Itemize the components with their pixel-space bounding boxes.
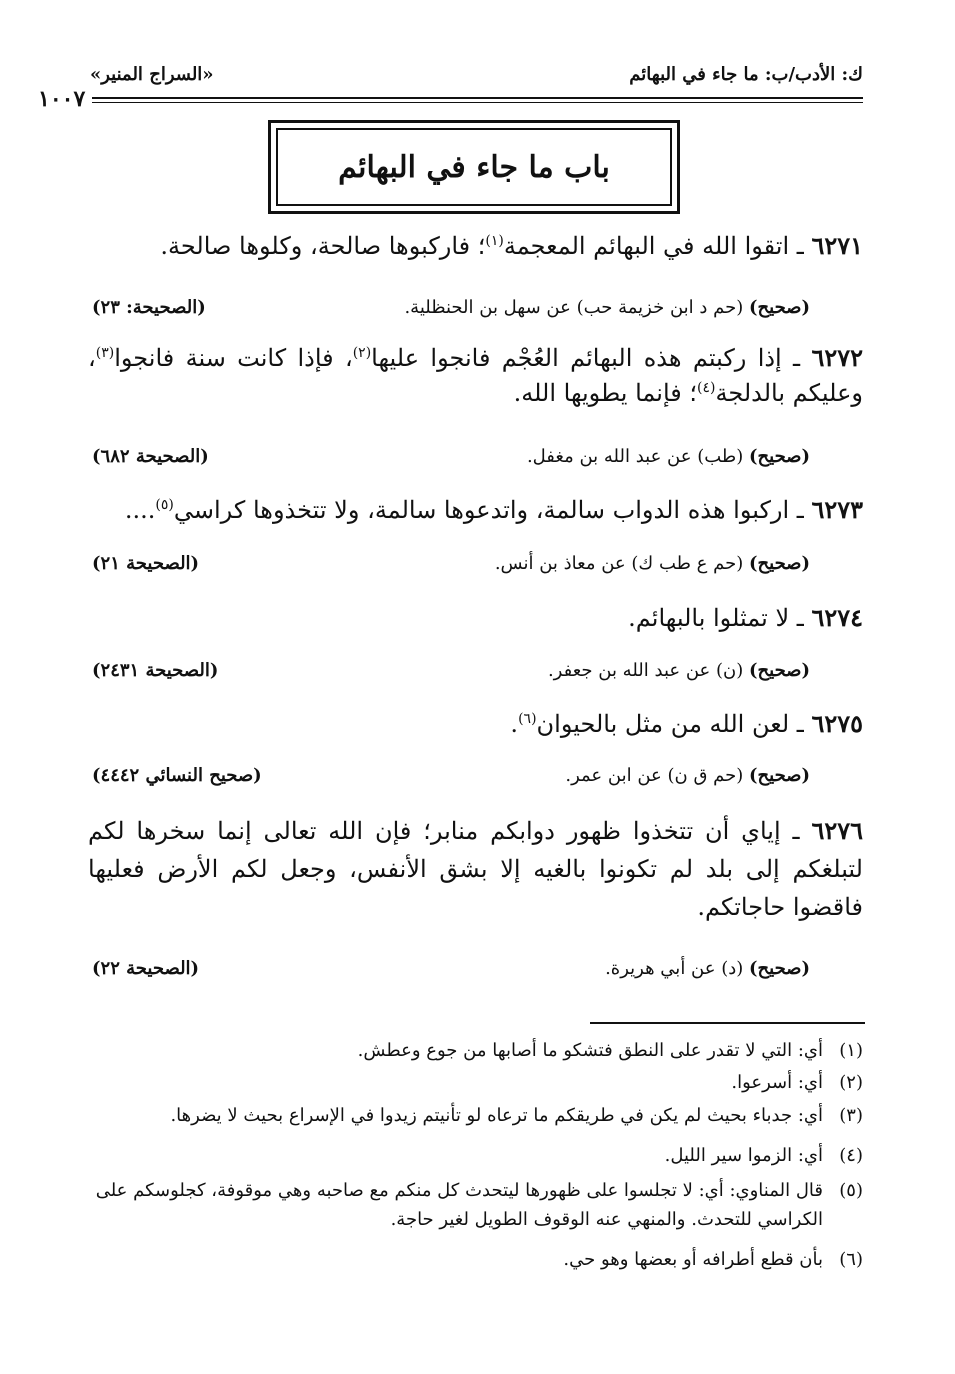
footnote xyxy=(88,1036,863,1065)
footnote-number: (١) xyxy=(839,1040,863,1061)
hadith-text: .... xyxy=(124,496,156,524)
header-rule xyxy=(92,97,863,99)
hadith-number: ٦٢٧٤ xyxy=(811,603,863,632)
hadith-entry: ٦٢٧٣ ـ اركبوا هذه الدواب سالمة، واتدعوها سالمة، ولا تتخذوها كراسي$^{(٥)}$.... xyxy=(124,495,863,524)
hadith-number: ٦٢٧١ xyxy=(811,231,863,260)
hadith-source xyxy=(605,958,810,979)
footnote-marker: (٣) xyxy=(95,345,115,361)
footnote-number: (٤) xyxy=(839,1145,863,1166)
hadith-grade: (صحيح) xyxy=(749,958,810,979)
hadith-source xyxy=(548,660,810,681)
hadith-grade: (صحيح) xyxy=(749,660,810,681)
footnote-number: (٣) xyxy=(839,1105,863,1126)
footnote-text: قال المناوي: أي: لا تجلسوا على ظهورها ليتحدث كل منكم مع صاحبه وهي موقوفة، كجلوسكم على الكراسي للتحدث. والمنهي عنه الوقوف الطويل لغير حاجة. xyxy=(95,1180,823,1230)
footnote-text: أي: أسرعوا. xyxy=(731,1072,823,1093)
hadith-source xyxy=(404,297,810,318)
hadith-number: ٦٢٧٢ xyxy=(811,343,863,372)
hadith-source-text: (حم ق ن) عن ابن عمر. xyxy=(565,765,744,786)
hadith-number: ٦٢٧٦ xyxy=(811,816,863,845)
hadith-source xyxy=(527,446,810,467)
header-rule-thin xyxy=(92,102,863,103)
hadith-text: إذا ركبتم هذه البهائم العُجْم فانجوا عليها xyxy=(371,344,782,372)
hadith-source xyxy=(495,553,810,574)
chapter-title-frame xyxy=(268,120,680,214)
footnote xyxy=(88,1101,863,1130)
hadith-grade: (صحيح) xyxy=(749,297,810,318)
hadith-source xyxy=(565,765,810,786)
hadith-text: اركبوا هذه الدواب سالمة، واتدعوها سالمة، ولا تتخذوها كراسي xyxy=(173,496,790,524)
footnote xyxy=(88,1176,863,1234)
footnote-marker: (٦) xyxy=(518,711,537,727)
page-number: ١٠٠٧ xyxy=(38,86,86,112)
hadith-entry: ٦٢٧٦ ـ إياي أن تتخذوا ظهور دوابكم منابر؛ فإن الله تعالى إنما سخرها لكم لتبلغكم إلى بلد لم تكونوا بالغيه إلا بشق الأنفس، وجعل لكم الأرض فعليها فاقضوا حاجاتكم. xyxy=(88,816,863,921)
running-head-book-title: «السراج المنير» xyxy=(90,64,214,85)
running-head-chapter: ك: الأدب/ب: ما جاء في البهائم xyxy=(629,64,863,85)
footnote-number: (٢) xyxy=(839,1072,863,1093)
hadith-entry: ٦٢٧٤ ـ لا تمثلوا بالبهائم. xyxy=(628,603,863,632)
footnote-text: بأن قطع أطرافه أو بعضها وهو حي. xyxy=(563,1249,823,1270)
hadith-text: ، وعليكم بالدلجة xyxy=(88,344,863,407)
hadith-source-text: (د) عن أبي هريرة. xyxy=(605,958,744,979)
footnote xyxy=(88,1068,863,1097)
hadith-number: ٦٢٧٣ xyxy=(811,495,863,524)
footnote-text: أي: الزموا سير الليل. xyxy=(664,1145,823,1166)
hadith-reference: (الصحيحة ٢٤٣١) xyxy=(92,660,219,681)
footnote-number: (٦) xyxy=(839,1249,863,1270)
hadith-text: ، فإذا كانت سنة فانجوا xyxy=(114,344,353,372)
hadith-reference: (الصحيحة ٦٨٢) xyxy=(92,446,209,467)
hadith-text: ؛ فإنما يطويها الله. xyxy=(513,379,697,407)
footnote-marker: (٤) xyxy=(697,380,716,396)
hadith-reference: (صحيح النسائي ٤٤٤٢) xyxy=(92,765,262,786)
hadith-entry: ٦٢٧٥ ـ لعن الله من مثل بالحيوان$^{(٦)}$. xyxy=(510,709,863,738)
hadith-text: إياي أن تتخذوا ظهور دوابكم منابر؛ فإن الله تعالى إنما سخرها لكم لتبلغكم إلى بلد لم تكونوا بالغيه إلا بشق الأنفس، وجعل لكم الأرض فعليها فاقضوا حاجاتكم. xyxy=(88,817,863,921)
footnote-text: أي: التي لا تقدر على النطق فتشكو ما أصابها من جوع وعطش. xyxy=(357,1040,823,1061)
footnote-marker: (١) xyxy=(485,233,504,249)
hadith-reference: (الصحيحة: ٢٣) xyxy=(92,297,206,318)
chapter-title: باب ما جاء في البهائم xyxy=(276,128,672,206)
hadith-grade: (صحيح) xyxy=(749,553,810,574)
hadith-reference: (الصحيحة ٢٢) xyxy=(92,958,200,979)
footnote-marker: (٥) xyxy=(155,497,174,513)
hadith-text: لعن الله من مثل بالحيوان xyxy=(536,710,790,738)
hadith-entry: ٦٢٧١ ـ اتقوا الله في البهائم المعجمة$^{(١)}$؛ فاركبوها صالحة، وكلوها صالحة. xyxy=(160,231,863,260)
footnote-separator xyxy=(590,1022,865,1024)
hadith-text: لا تمثلوا بالبهائم. xyxy=(628,604,790,632)
footnote xyxy=(88,1141,863,1170)
hadith-reference: (الصحيحة ٢١) xyxy=(92,553,200,574)
hadith-text: ؛ فاركبوها صالحة، وكلوها صالحة. xyxy=(160,232,486,260)
footnote-text: أي: جدباء بحيث لم يكن في طريقكم ما ترعاه لو تأنيتم زيدوا في الإسراع بحيث لا يضرها. xyxy=(170,1105,823,1126)
hadith-source-text: (حم د ابن خزيمة حب) عن سهل بن الحنظلية. xyxy=(404,297,744,318)
footnote xyxy=(88,1245,863,1274)
hadith-number: ٦٢٧٥ xyxy=(811,709,863,738)
hadith-source-text: (حم ع طب ك) عن معاذ بن أنس. xyxy=(494,553,744,574)
hadith-source-text: (ن) عن عبد الله بن جعفر. xyxy=(547,660,744,681)
hadith-entry: ٦٢٧٢ ـ إذا ركبتم هذه البهائم العُجْم فانجوا عليها$^{(٢)}$، فإذا كانت سنة فانجوا$^{(٣)}$، وعليكم بالدلجة$^{(٤)}$؛ فإنما يطويها الله. xyxy=(88,343,863,407)
hadith-grade: (صحيح) xyxy=(749,446,810,467)
footnote-number: (٥) xyxy=(839,1180,863,1201)
hadith-grade: (صحيح) xyxy=(749,765,810,786)
hadith-text: اتقوا الله في البهائم المعجمة xyxy=(503,232,790,260)
hadith-source-text: (طب) عن عبد الله بن مغفل. xyxy=(526,446,744,467)
hadith-text: . xyxy=(510,710,519,738)
footnote-marker: (٢) xyxy=(352,345,372,361)
